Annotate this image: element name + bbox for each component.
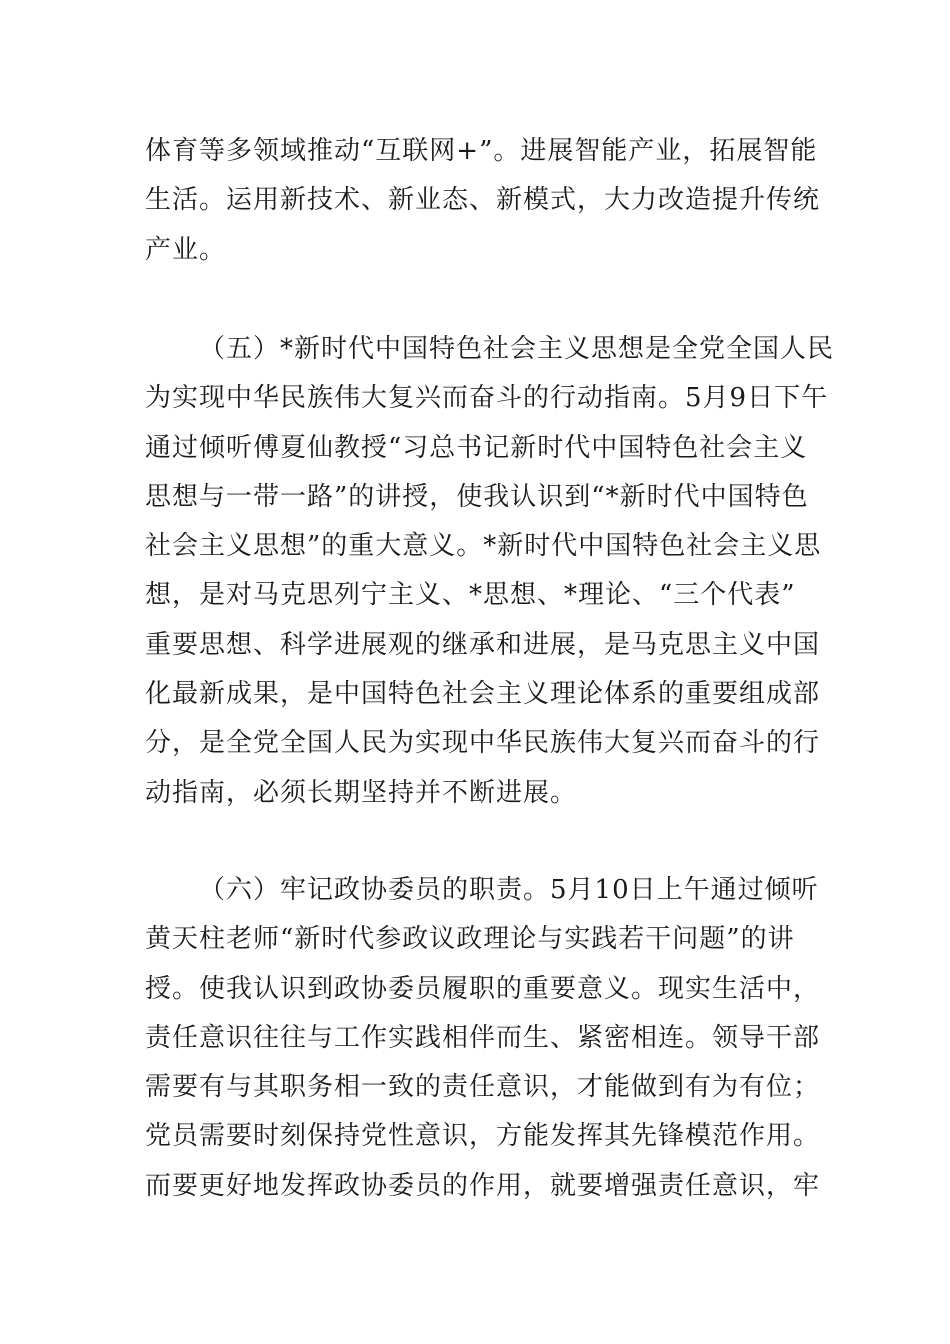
text-line: 社会主义思想”的重大意义。*新时代中国特色社会主义思 [145, 531, 822, 562]
text-line: 分，是全党全国人民为实现中华民族伟大复兴而奋斗的行 [145, 728, 821, 759]
text-line: （五）*新时代中国特色社会主义思想是全党全国人民 [199, 334, 835, 364]
text-line: 党员需要时刻保持党性意识，方能发挥其先锋模范作用。 [145, 1121, 821, 1152]
text-line: 为实现中华民族伟大复兴而奋斗的行动指南。5月9日下午 [145, 383, 829, 414]
text-line: 重要思想、科学进展观的继承和进展，是马克思主义中国 [145, 629, 821, 660]
text-line: 黄天柱老师“新时代参政议政理论与实践若干问题”的讲 [145, 924, 795, 955]
text-line: 责任意识往往与工作实践相伴而生、紧密相连。领导干部 [145, 1022, 821, 1053]
text-line: 动指南，必须长期坚持并不断进展。 [145, 777, 578, 808]
text-line: 思想与一带一路”的讲授，使我认识到“*新时代中国特色 [145, 481, 809, 512]
text-line: 而要更好地发挥政协委员的作用，就要增强责任意识，牢 [145, 1170, 821, 1201]
text-line: 产业。 [145, 234, 227, 265]
paragraph-section-six [145, 866, 821, 1211]
text-line: 授。使我认识到政协委员履职的重要意义。现实生活中， [145, 973, 821, 1004]
paragraph-section-five [145, 325, 835, 818]
paragraph-continuation [145, 127, 821, 275]
text-line: （六）牢记政协委员的职责。5月10日上午通过倾听 [199, 875, 819, 905]
text-line: 通过倾听傅夏仙教授“习总书记新时代中国特色社会主义 [145, 432, 808, 463]
text-line: 生活。运用新技术、新业态、新模式，大力改造提升传统 [145, 185, 821, 216]
text-line: 需要有与其职务相一致的责任意识，才能做到有为有位； [145, 1072, 821, 1103]
text-line: 想，是对马克思列宁主义、*思想、*理论、“三个代表” [145, 580, 796, 611]
text-line: 体育等多领域推动“互联网+”。进展智能产业，拓展智能 [145, 136, 818, 166]
text-line: 化最新成果，是中国特色社会主义理论体系的重要组成部 [145, 679, 821, 710]
